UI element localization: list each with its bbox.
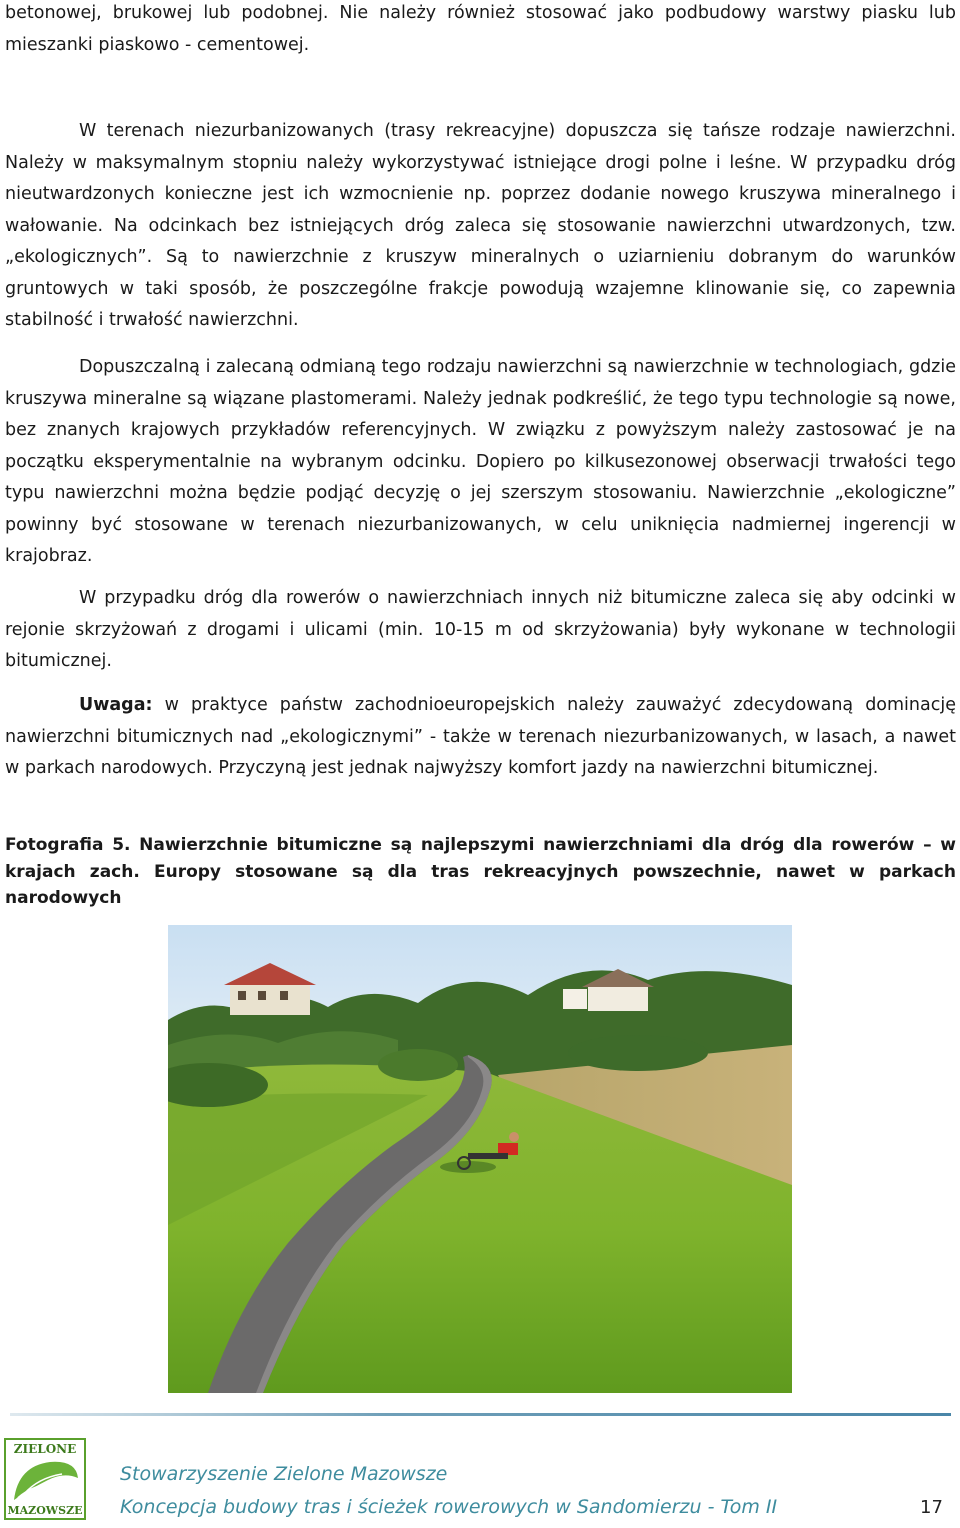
- paragraph-2: W terenach niezurbanizowanych (trasy rekreacyjne) dopuszcza się tańsze rodzaje nawierzchni. Należy w maksymalnym stopniu należy wykorzystywać istniejące drogi polne i leśne. W przypadku dróg nieutwardzonych konieczne jest ich wzmocnienie np. poprzez dodanie nowego kruszywa mineralnego i wałowanie. Na odcinkach bez istniejących dróg zaleca się stosowanie nawierzchni utwardzonych, tzw. „ekologicznych”. Są to nawierzchnie z kruszyw mineralnych o uziarnieniu dobranym do warunków gruntowych w taki sposób, że poszczególne frakcje powodują wzajemne klinowanie się, co zapewnia stabilność i trwałość nawierzchni.: [5, 121, 956, 330]
- page-number: 17: [920, 1497, 943, 1518]
- paragraph-5: [5, 690, 956, 785]
- logo-text-top: ZIELONE: [13, 1442, 77, 1456]
- zielone-mazowsze-logo: [4, 1438, 86, 1520]
- logo-text-bottom: MAZOWSZE: [7, 1504, 83, 1517]
- document-title: Koncepcja budowy tras i ścieżek rowerowych w Sandomierzu - Tom II: [120, 1496, 778, 1518]
- footer-divider: [10, 1413, 951, 1416]
- note-text: w praktyce państw zachodnioeuropejskich należy zauważyć zdecydowaną dominację nawierzchni bitumicznych nad „ekologicznymi” - także w terenach niezurbanizowanych, w lasach, a nawet w parkach narodowych. Przyczyną jest jednak najwyższy komfort jazdy na nawierzchni bitumicznej.: [5, 695, 956, 778]
- organization-name: Stowarzyszenie Zielone Mazowsze: [120, 1463, 448, 1485]
- photo-caption: Fotografia 5. Nawierzchnie bitumiczne są najlepszymi nawierzchniami dla dróg dla rowerów – w krajach zach. Europy stosowane są dla tras rekreacyjnych powszechnie, nawet w parkach narodowych: [5, 835, 956, 908]
- paragraph-1: betonowej, brukowej lub podobnej. Nie należy również stosować jako podbudowy warstwy piasku lub mieszanki piaskowo - cementowej.: [5, 3, 956, 55]
- photo-bike-path: [168, 925, 792, 1393]
- paragraph-4: W przypadku dróg dla rowerów o nawierzchniach innych niż bitumiczne zaleca się aby odcinki w rejonie skrzyżowań z drogami i ulicami (min. 10-15 m od skrzyżowania) były wykonane w technologii bitumicznej.: [5, 588, 956, 671]
- note-label: Uwaga:: [79, 695, 153, 715]
- paragraph-3: Dopuszczalną i zalecaną odmianą tego rodzaju nawierzchni są nawierzchnie w technologiach, gdzie kruszywa mineralne są wiązane plastomerami. Należy jednak podkreślić, że tego typu technologie są nowe, bez znanych krajowych przykładów referencyjnych. W związku z powyższym należy zastosować je na początku eksperymentalnie na wybranym odcinku. Dopiero po kilkusezonowej obserwacji trwałości tego typu nawierzchni można będzie podjąć decyzję o jej szerszym stosowaniu. Nawierzchnie „ekologiczne” powinny być stosowane w terenach niezurbanizowanych, w celu uniknięcia nadmiernej ingerencji w krajobraz.: [5, 357, 956, 566]
